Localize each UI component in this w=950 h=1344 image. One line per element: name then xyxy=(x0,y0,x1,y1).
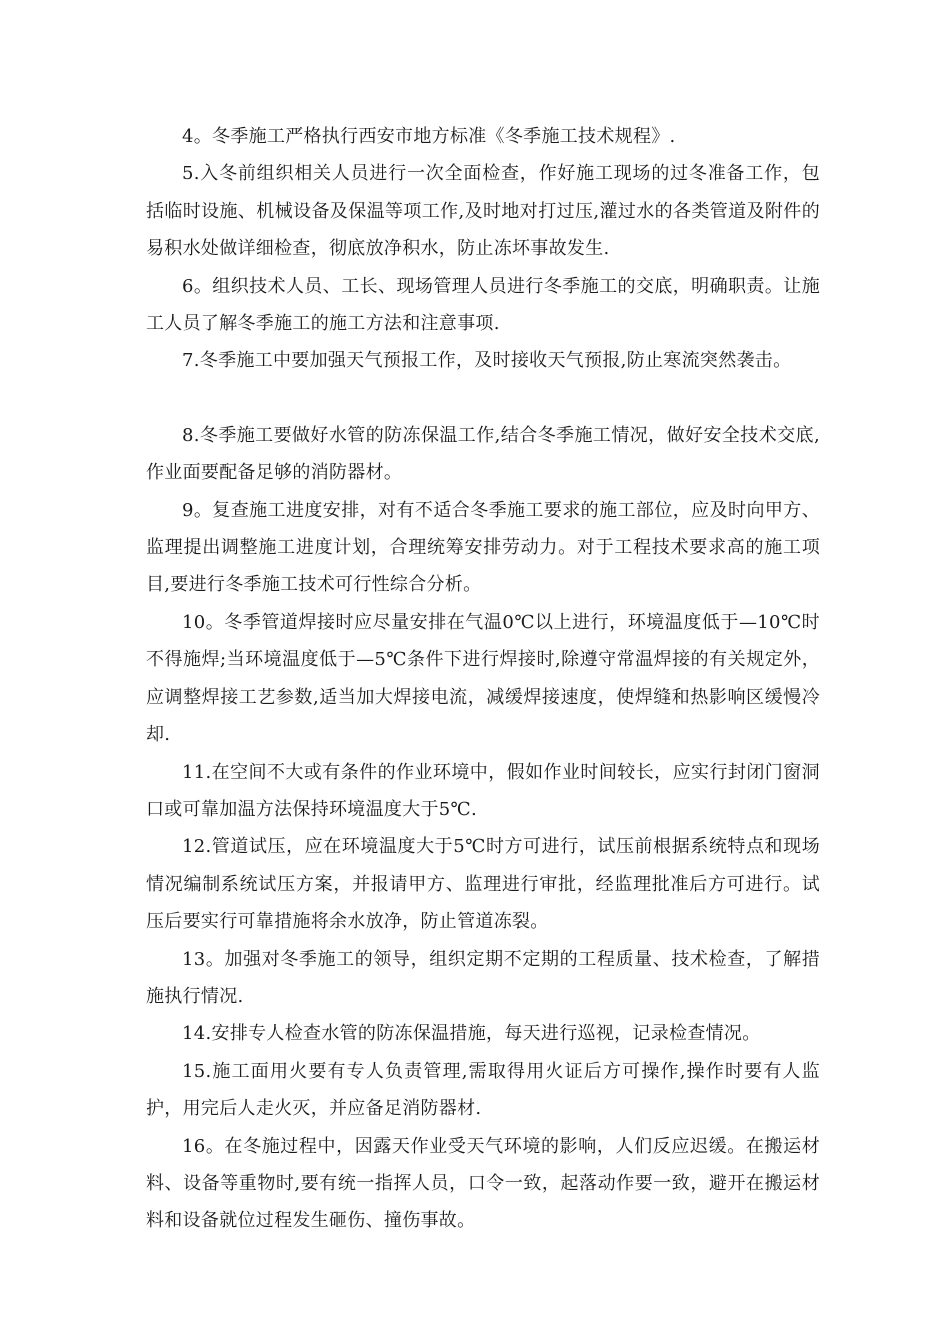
paragraph-item-10: 10。冬季管道焊接时应尽量安排在气温0℃以上进行，环境温度低于—10℃时不得施焊;当环境温度低于—5℃条件下进行焊接时,除遵守常温焊接的有关规定外，应调整焊接工艺参数,适当加大焊接电流，减缓焊接速度，使焊缝和热影响区缓慢冷却. xyxy=(146,611,820,746)
paragraph-item-8: 8.冬季施工要做好水管的防冻保温工作,结合冬季施工情况，做好安全技术交底,作业面要配备足够的消防器材。 xyxy=(146,424,820,484)
paragraph-item-12: 12.管道试压，应在环境温度大于5℃时方可进行，试压前根据系统特点和现场情况编制系统试压方案，并报请甲方、监理进行审批，经监理批准后方可进行。试压后要实行可靠措施将余水放净，防止管道冻裂。 xyxy=(146,836,820,933)
paragraph-item-5: 5.入冬前组织相关人员进行一次全面检查，作好施工现场的过冬准备工作，包括临时设施、机械设备及保温等项工作,及时地对打过压,灌过水的各类管道及附件的易积水处做详细检查，彻底放净积水，防止冻坏事故发生. xyxy=(146,163,820,260)
paragraph-item-11: 11.在空间不大或有条件的作业环境中，假如作业时间较长，应实行封闭门窗洞口或可靠加温方法保持环境温度大于5℃. xyxy=(146,761,820,820)
paragraph-item-7: 7.冬季施工中要加强天气预报工作，及时接收天气预报,防止寒流突然袭击。 xyxy=(182,350,792,372)
paragraph-item-4: 4。冬季施工严格执行西安市地方标准《冬季施工技术规程》. xyxy=(182,126,676,147)
paragraph-item-13: 13。加强对冬季施工的领导，组织定期不定期的工程质量、技术检查，了解措施执行情况. xyxy=(146,948,820,1007)
paragraph-item-9: 9。复查施工进度安排，对有不适合冬季施工要求的施工部位，应及时向甲方、监理提出调整施工进度计划，合理统筹安排劳动力。对于工程技术要求高的施工项目,要进行冬季施工技术可行性综合分析。 xyxy=(146,499,820,596)
paragraph-item-16: 16。在冬施过程中，因露天作业受天气环境的影响，人们反应迟缓。在搬运材料、设备等重物时,要有统一指挥人员，口令一致，起落动作要一致，避开在搬运材料和设备就位过程发生砸伤、撞伤事故。 xyxy=(146,1135,820,1232)
paragraph-item-6: 6。组织技术人员、工长、现场管理人员进行冬季施工的交底，明确职责。让施工人员了解冬季施工的施工方法和注意事项. xyxy=(146,275,820,335)
paragraph-item-14: 14.安排专人检查水管的防冻保温措施，每天进行巡视，记录检查情况。 xyxy=(182,1023,761,1045)
paragraph-item-15: 15.施工面用火要有专人负责管理,需取得用火证后方可操作,操作时要有人监护，用完后人走火灭，并应备足消防器材. xyxy=(146,1060,820,1120)
document-body xyxy=(146,118,820,1240)
